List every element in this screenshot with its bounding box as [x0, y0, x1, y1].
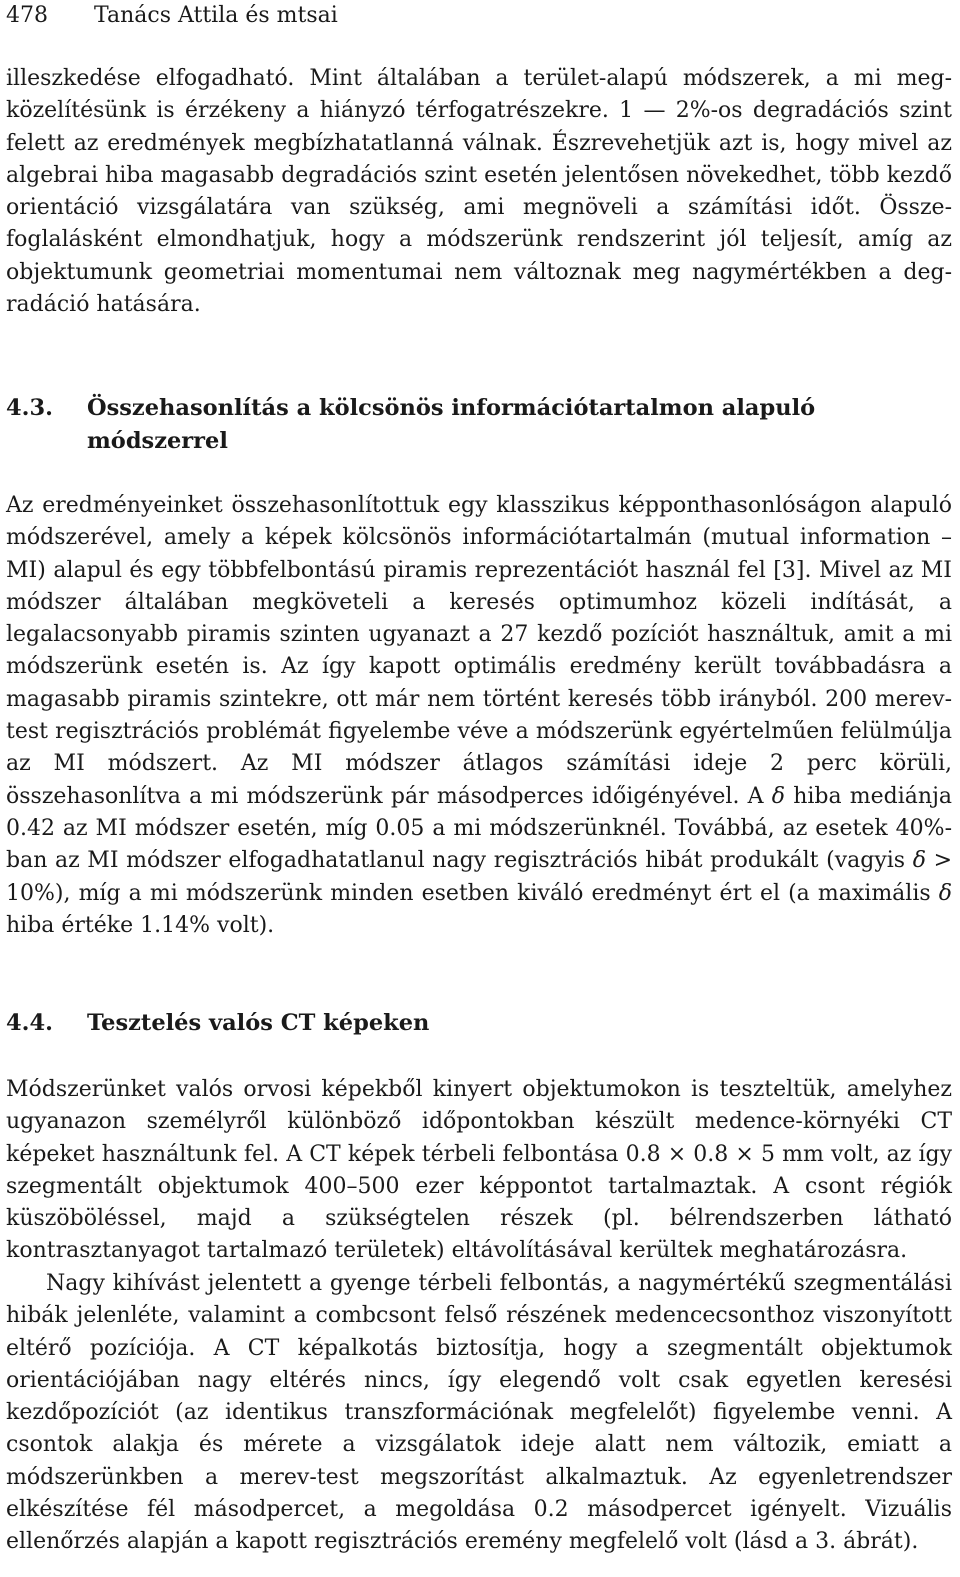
section-heading-4-4	[6, 1007, 952, 1040]
text-run: > 10%), míg a mi módszerünk minden esetben kiváló eredményt ért el (a maximális	[6, 848, 952, 906]
paragraph-ct-challenges: Nagy kihívást jelentett a gyenge térbeli felbontás, a nagymértékű szegmentálási hibák jelenléte, valamint a combcsont felső részének medencecsonthoz viszonyított eltérő pozíciója. A CT képalkotás biztosítja, hogy a szegmentált objektumok orientációjában nagy eltérés nincs, így elegendő volt csak egyetlen keresési kezdőpozíciót (az identikus transzformációnak megfelelőt) figyelembe venni. A csontok alakja és mérete a vizsgálatok ideje alatt nem változik, emiatt a módszerünkben a merev-test megszorítást alkalmaztuk. Az egyenletrendszer elkészítése fél másodpercet, a megoldása 0.2 másodpercet igényelt. Vizuális ellenőrzés alapján a kapott regisztrációs eremény megfelelő volt (lásd a 3. ábrát).	[6, 1271, 952, 1555]
text-run: Az eredményeinket összehasonlítottuk egy klasszikus képponthasonlóságon alapuló módszerével, amely a képek kölcsönös információtartalmán (mutual information – MI) alapul és egy többfelbontású piramis reprezentációt használ fel [3]. Mivel az MI módszer általában megköveteli a keresés optimumhoz közeli indítását, a legalacsonyabb piramis szinten ugyanazt a 27 kezdő pozíciót használtuk, amit a mi módszerünk esetén is. Az így kapott optimális eredmény került továbbadásra a magasabb piramis szintekre, ott már nem történt keresés több irányból. 200 merev-test regisztrációs problémát figyelembe véve a módszerünk egyértelműen felülmúlja az MI módszert. Az MI módszer átlagos számítási ideje 2 perc körüli, összehasonlítva a mi módszerünk pár másodperces időigényével. A	[6, 493, 952, 809]
paragraph-degradation-summary: illeszkedése elfogadható. Mint általában a terület-alapú módszerek, a mi megközelítésünk is érzékeny a hiányzó térfogatrészekre. 1 — 2%-os degradációs szint felett az eredmények megbízhatatlanná válnak. Észrevehetjük azt is, hogy mivel az algebrai hiba magasabb degradációs szint esetén jelentősen növekedhet, több kezdő orientáció vizsgálatára van szükség, ami megnöveli a számítási időt. Összefoglalásként elmondhatjuk, hogy a módszerünk rendszerint jól teljesít, amíg az objektumunk geometriai momentumai nem változnak meg nagymértékben a degradáció hatására.	[6, 66, 952, 318]
paragraph-real-ct-data: Módszerünket valós orvosi képekből kinyert objektumokon is teszteltük, amelyhez ugyanazon személyről különböző időpontokban készült medence-környéki CT képeket használtunk fel. A CT képek térbeli felbontása 0.8 × 0.8 × 5 mm volt, az így szegmentált objektumok 400–500 ezer képpontot tartalmaztak. A csont régiók küszöböléssel, majd a szükségtelen részek (pl. bélrendszerben látható kontrasztanyagot tartalmazó területek) eltávolításával kerültek meghatározásra.	[6, 1077, 952, 1264]
delta-symbol: δ	[938, 880, 952, 906]
page-number: 478	[6, 3, 48, 28]
running-header	[6, 2, 338, 30]
text-run: hiba mediánja 0.42 az MI módszer esetén, míg 0.05 a mi módszerünknél. Továbbá, az esetek 40%-ban az MI módszer elfogadhatatlanul nagy regisztrációs hibát produkált (vagyis	[6, 783, 953, 874]
delta-symbol: δ	[912, 848, 926, 874]
section-number: 4.3.	[6, 395, 53, 421]
section-title: Tesztelés valós CT képeken	[87, 1010, 430, 1036]
section-number: 4.4.	[6, 1010, 53, 1036]
running-title: Tanács Attila és mtsai	[94, 3, 338, 28]
section-heading-4-3	[6, 392, 952, 458]
text-run: hiba értéke 1.14% volt).	[6, 912, 275, 938]
section-title: Összehasonlítás a kölcsönös információtartalmon alapuló módszerrel	[87, 395, 816, 454]
paragraph-mi-comparison	[6, 490, 952, 942]
delta-symbol: δ	[771, 783, 785, 809]
